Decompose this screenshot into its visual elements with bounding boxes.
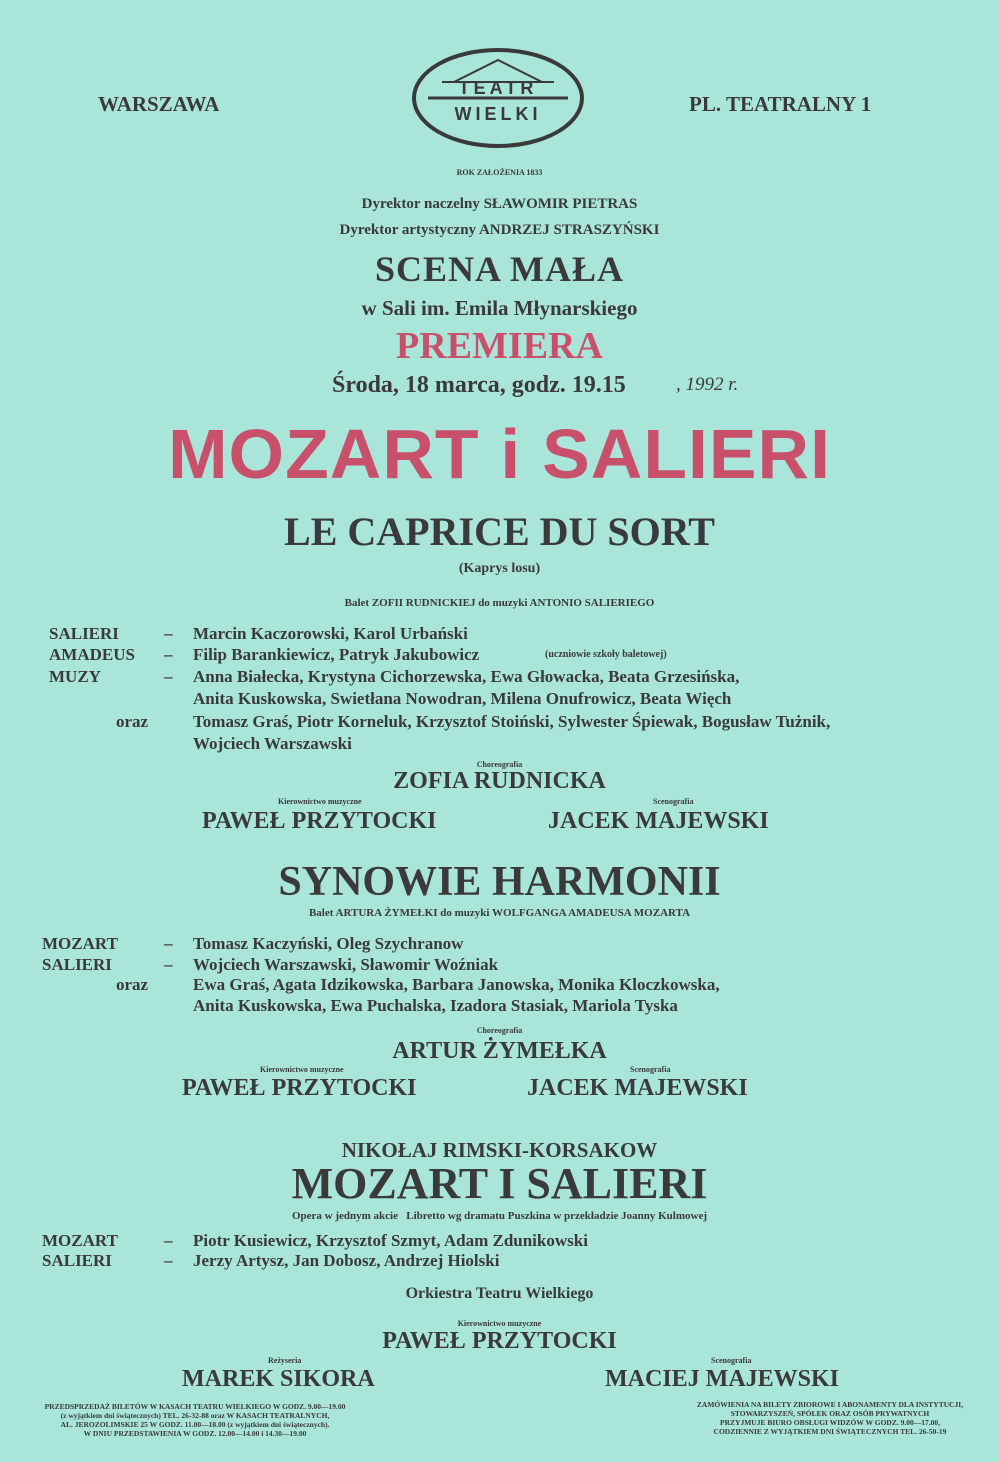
part3-credit: Opera w jednym akcie Libretto wg dramatu Puszkina w przekładzie Joanny Kulmowej [291,1210,708,1222]
year-handwritten: , 1992 r. [676,374,739,395]
footer-group-orders [690,1400,970,1436]
cast-names: Wojciech Warszawski [193,734,352,753]
part1-choreo-name: ZOFIA RUDNICKA [393,768,606,794]
director-artistic: Dyrektor artystyczny ANDRZEJ STRASZYŃSKI [339,222,660,238]
main-title: MOZART i SALIERI [168,415,831,493]
part3-direction-label: Reżyseria [268,1356,302,1365]
footer-line: AL. JEROZOLIMSKIE 25 W GODZ. 11.00—18.00 (z wyjątkiem dni świątecznych). [60,1420,330,1429]
footer-line: PRZEDSPRZEDAŻ BILETÓW W KASACH TEATRU WIELKIEGO W GODZ. 9.00—19.00 [44,1402,346,1411]
part2-scen-name: JACEK MAJEWSKI [527,1075,748,1101]
orchestra-label: Orkiestra Teatru Wielkiego [405,1285,594,1302]
footer-line: STOWARZYSZEŃ, SPÓŁEK ORAZ OSÓB PRYWATNYCH [730,1409,930,1418]
part2-title: SYNOWIE HARMONII [278,859,721,905]
cast-names: Anita Kuskowska, Swietłana Nowodran, Milena Onufrowicz, Beata Więch [193,689,732,708]
cast-names: Jerzy Artysz, Jan Dobosz, Andrzej Hiolski [193,1251,500,1270]
cast-names: Wojciech Warszawski, Sławomir Woźniak [193,955,499,974]
teatr-wielki-logo [410,46,586,150]
part2-choreo-label: Choreografia [476,1026,523,1035]
cast-dash: – [164,624,173,643]
cast-role: MUZY [49,667,101,686]
address-label: PL. TEATRALNY 1 [689,92,872,116]
cast-role: SALIERI [49,624,119,643]
cast-role: oraz [116,712,149,731]
cast-note: (uczniowie szkoły baletowej) [545,649,667,660]
cast-role: oraz [116,975,149,994]
date-label: Środa, 18 marca, godz. 19.15 [332,372,626,398]
city-label: WARSZAWA [98,92,220,116]
part2-choreo-name: ARTUR ŻYMEŁKA [392,1038,607,1064]
cast-role: AMADEUS [49,645,135,664]
part1-music-label: Kierownictwo muzyczne [278,797,362,806]
part1-music-name: PAWEŁ PRZYTOCKI [202,808,437,834]
cast-names: Anna Białecka, Krystyna Cichorzewska, Ewa Głowacka, Beata Grzesińska, [193,667,740,686]
cast-names: Anita Kuskowska, Ewa Puchalska, Izadora Stasiak, Mariola Tyska [193,996,678,1015]
part1-title: LE CAPRICE DU SORT [284,509,715,554]
part2-credit: Balet ARTURA ŻYMEŁKI do muzyki WOLFGANGA AMADEUSA MOZARTA [308,907,691,919]
footer-line: W DNIU PRZEDSTAWIENIA W GODZ. 12.00—14.00 i 14.30—19.00 [83,1429,307,1438]
footer-line: ZAMÓWIENIA NA BILETY ZBIOROWE I ABONAMENTY DLA INSTYTUCJI, [696,1400,964,1409]
part3-scen-name: MACIEJ MAJEWSKI [605,1366,840,1392]
part2-music-label: Kierownictwo muzyczne [260,1065,344,1074]
part1-credit: Balet ZOFII RUDNICKIEJ do muzyki ANTONIO SALIERIEGO [344,597,655,609]
footer-line: (z wyjątkiem dni świątecznych) TEL. 26-32-88 oraz W KASACH TEATRALNYCH, [60,1411,330,1420]
logo-teatr: TEATR [458,78,538,98]
part3-music-name: PAWEŁ PRZYTOCKI [382,1328,617,1354]
part3-direction-name: MAREK SIKORA [182,1366,375,1392]
cast-names: Tomasz Kaczyński, Oleg Szychranow [193,934,464,953]
director-general: Dyrektor naczelny SŁAWOMIR PIETRAS [361,196,638,212]
logo-wielki: WIELKI [454,104,542,124]
cast-role: SALIERI [42,955,112,974]
stage-title: SCENA MAŁA [374,249,625,289]
part3-title: MOZART I SALIERI [291,1159,708,1208]
hall-label: w Sali im. Emila Młynarskiego [361,296,638,320]
part1-subtitle: (Kaprys losu) [458,561,541,576]
founded-label: ROK ZAŁOŻENIA 1833 [456,168,543,177]
premiere-label: PREMIERA [396,325,603,367]
part1-scen-label: Scenografia [653,797,694,806]
part3-composer: NIKOŁAJ RIMSKI-KORSAKOW [341,1138,658,1162]
part2-music-name: PAWEŁ PRZYTOCKI [182,1075,417,1101]
footer-line: PRZYJMUJE BIURO OBSŁUGI WIDZÓW W GODZ. 9.00—17.00, [720,1418,940,1427]
part3-music-label: Kierownictwo muzyczne [457,1319,542,1328]
cast-dash: – [164,667,173,686]
cast-names: Marcin Kaczorowski, Karol Urbański [193,624,468,643]
cast-dash: – [164,645,173,664]
part3-scen-label: Scenografia [711,1356,752,1365]
cast-dash: – [164,1231,173,1250]
cast-names: Piotr Kusiewicz, Krzysztof Szmyt, Adam Zdunikowski [193,1231,588,1250]
cast-dash: – [164,1251,173,1270]
cast-role: SALIERI [42,1251,112,1270]
cast-names: Ewa Graś, Agata Idzikowska, Barbara Janowska, Monika Kloczkowska, [193,975,720,994]
cast-role: MOZART [42,1231,118,1250]
footer-ticket-info [40,1402,350,1438]
cast-dash: – [164,955,173,974]
part2-scen-label: Scenografia [630,1065,671,1074]
part1-scen-name: JACEK MAJEWSKI [548,808,769,834]
footer-line: CODZIENNIE Z WYJĄTKIEM DNI ŚWIĄTECZNYCH TEL. 26-50-19 [713,1427,947,1436]
cast-dash: – [164,934,173,953]
part1-choreo-label: Choreografia [476,760,523,769]
cast-names: Tomasz Graś, Piotr Korneluk, Krzysztof Stoiński, Sylwester Śpiewak, Bogusław Tużnik, [193,712,831,731]
cast-names: Filip Barankiewicz, Patryk Jakubowicz [193,645,480,664]
cast-role: MOZART [42,934,118,953]
